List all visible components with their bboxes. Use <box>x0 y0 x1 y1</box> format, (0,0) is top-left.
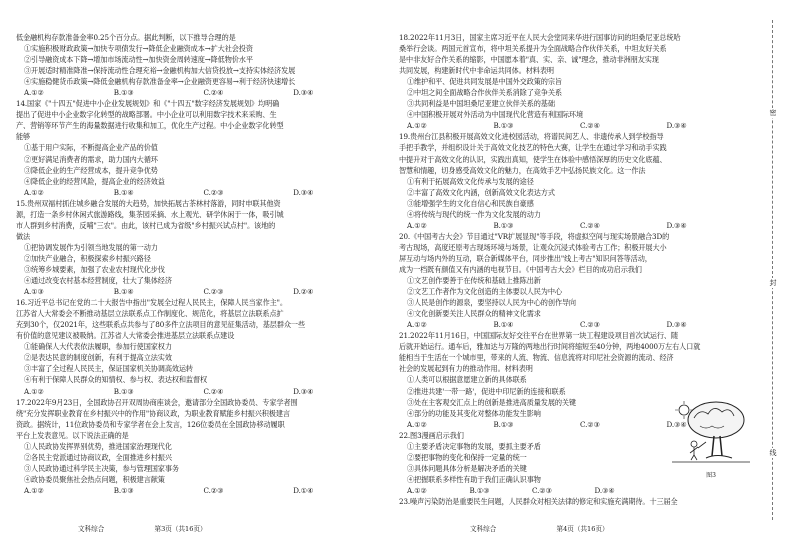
page-footer-right <box>470 523 609 533</box>
text-line: 做法 <box>16 231 31 241</box>
question-18-stem: 18.2022年11月3日，国家主席习近平在人民大会堂同来华进行国事访问的坦桑尼亚总统哈 <box>399 33 681 42</box>
option-line: ③处在主客观交汇点上的创新是推进高质量发展的关键 <box>407 397 576 407</box>
answer-choice: C.②④ <box>580 121 600 131</box>
text-line: 社会的发展起到有力的推动作用。材料表明 <box>399 364 533 374</box>
text-line: 资政。据统计，11位政协委员和专家学者在会上发言，126位委员在全国政协移动履职 <box>16 419 285 429</box>
answer-choice: B.①③ <box>113 485 134 495</box>
option-line: ①把协调发展作为引领当地发展的第一动力 <box>24 242 158 252</box>
option-line: ③丰富了全过程人民民主，保证国家机关协调高效运转 <box>24 364 193 374</box>
text-line: 桑举行会谈。两国元首宣布，将中坦关系提升为全面战略合作伙伴关系，中坦友好关系 <box>399 44 667 54</box>
text-line: 产、营销等环节产生的海量数据进行收集和加工，优化生产过程。中小企业数字化转型 <box>16 121 284 131</box>
answer-choice: D.③④ <box>293 88 314 98</box>
option-line: ④将传统与现代的统一作为文化发展的动力 <box>407 209 541 219</box>
footer-title: 文科综合 <box>78 525 105 533</box>
text-line: 共同发展，构建新时代中非命运共同体。材料表明 <box>399 66 554 76</box>
answer-choice: B.①③ <box>113 386 134 396</box>
text-line: 提出了促进中小企业数字化转型的战略部署。中小企业可以利用数字技术来采购、生 <box>16 110 277 120</box>
answer-choice: A.①② <box>407 320 427 330</box>
answer-choice: D.③④ <box>666 121 687 131</box>
answer-choice: C.②③ <box>203 187 224 197</box>
text-line: 有价值的意见建议被吸纳。江苏省人大常委会推进基层立法联系点建设 <box>16 331 235 341</box>
option-line: ①人类可以根据意愿建立新的具体联系 <box>407 375 527 385</box>
option-line: ④中国积极开展对外活动为中国现代化营造有利国际环境 <box>407 110 584 120</box>
answer-choices-22 <box>399 485 657 496</box>
dashed-divider <box>772 20 773 520</box>
answer-choice: A.①② <box>24 485 44 495</box>
question-21-stem: 21.2022年11月16日，中国国际友好交往平台在世界第一块工程建设项目首次试运行、随 <box>399 331 678 341</box>
footer-title: 文科综合 <box>470 525 497 533</box>
answer-choice: A.①② <box>407 121 427 131</box>
answer-choice: C.②④ <box>203 88 224 98</box>
answer-choice: C.②③ <box>580 320 600 330</box>
answer-choices-20 <box>399 319 753 330</box>
answer-choice: D.③④ <box>293 386 314 396</box>
option-line: ②推进共建'一带一路'，促进中印尼新的连接和联系 <box>407 386 566 396</box>
text-line: 屏互动与场内外的互动，联合新媒体平台，同步推出"线上考古"知识问答等活动， <box>399 253 652 263</box>
option-line: ②是表达民意的制度创新，有利于提高立法实效 <box>24 353 172 363</box>
answer-choice: C.②④ <box>580 220 600 230</box>
option-line: ①基于用户实际，不断提高企业产品的价值 <box>24 143 158 153</box>
option-line: ④有利于保障人民群众的知情权、参与权、表达权和监督权 <box>24 375 208 385</box>
option-line: ③共同利益是中国坦桑尼亚建立伙伴关系的基础 <box>407 99 555 109</box>
left-column <box>16 32 383 496</box>
answer-choice: A.①③ <box>24 287 44 297</box>
option-line: ②丰富了高效文化内涵，创新高效文化表达方式 <box>407 187 555 197</box>
answer-choice: A.①② <box>407 220 427 230</box>
answer-choice: C.②③ <box>580 419 600 429</box>
answer-choice: A.①② <box>407 419 427 429</box>
option-line: ①有利于拓展高效文化传承与发展的途径 <box>407 176 534 186</box>
option-line: ②文艺工作者作为文化创造的主体要以人民为中心 <box>407 287 562 297</box>
question-17-stem: 17.2022年9月23日，全国政协召开双周协商座谈会，邀请部分全国政协委员、专家学者围 <box>16 397 298 407</box>
option-line: ③具体问题具体分析是解决矛盾的关键 <box>407 463 527 473</box>
option-line: ①文艺创作要善于在传统和基础上推陈出新 <box>407 276 541 286</box>
page-number: 第3页（共16页） <box>154 525 207 533</box>
option-line: ①主要矛盾决定事物的发展，要抓主要矛盾 <box>407 441 541 451</box>
answer-choice: C.②④ <box>203 386 224 396</box>
answer-choices-15 <box>16 286 383 297</box>
question-23-stem: 23.噪声污染防治是重要民生问题，人民群众对相关法律的修定和实施充满期待。十三届全 <box>399 496 678 506</box>
text-line: 智慧和情趣，切身感受高效文化的魅力，在高效手艺中弘扬民族文化。这一作法 <box>399 165 646 175</box>
answer-choice: D.③④ <box>666 419 687 429</box>
option-line: ④文化创新要关注人民群众的精神文化需求 <box>407 309 541 319</box>
cartoon-figure <box>672 398 750 479</box>
option-line: ④部分的功能及其变化对整体功能发生影响 <box>407 408 541 418</box>
answer-choice: A.①② <box>24 88 44 98</box>
text-line: 中提升对于高效文化的认识，实践出真知，使学生在体验中感悟深厚的历史文化底蕴、 <box>399 154 667 164</box>
question-15-stem: 15.贵州双福村抓住城乡融合发展的大趋势，加快拓展古茶林村落游，同时申联其他资 <box>16 198 281 208</box>
answer-choice: D.①④ <box>293 485 314 495</box>
answer-choice: B.①④ <box>113 187 134 197</box>
answer-choices-19 <box>399 220 753 231</box>
option-line: ④通过改变农村基本经营制度，壮大了集体经济 <box>24 276 172 286</box>
option-line: ③降低企业的生产经营成本，提升竞争优势 <box>24 165 158 175</box>
option-line: ③开展适时精准降准→保持流动性合理充裕→金融机构加大信贷投放→支持实体经济发展 <box>24 66 296 76</box>
option-line: ②引导融资成本下降→增加市场流动性→加快资金周转速度→降低物价水平 <box>24 55 253 65</box>
option-line: ④实施稳健货币政策→降低金融机构存款准备金率→企业融资更容易→利于经济快速增长 <box>24 77 296 87</box>
answer-choice: A.①② <box>407 485 427 495</box>
answer-choice: D.②④ <box>293 287 314 297</box>
option-line: ③能增强学生的文化自信心和民族自豪感 <box>407 198 534 208</box>
text-line: 后就开始运行。通车后，雅加达与万隆的两地出行时间将缩短至40分钟，两地4000万左右人口就 <box>399 342 701 352</box>
answer-choice: D.③④ <box>293 187 314 197</box>
option-line: ④政协委员聚焦社会热点问题，积极建言献策 <box>24 474 165 484</box>
text-line: 成为一档既有颜值又有内涵的电视节目。《中国考古大会》栏目的成功启示我们 <box>399 264 642 274</box>
option-line: ②各民主党派通过协商议政，全面推进乡村振兴 <box>24 452 172 462</box>
figure-caption: 图3 <box>706 472 716 479</box>
option-line: ③人民政协通过科学民主决策，参与管理国家事务 <box>24 463 179 473</box>
option-line: ②要把事物的变化和保持一定量的统一 <box>407 452 527 462</box>
page-footer-left <box>78 523 207 533</box>
text-line: 考古现场，高度还原考古现场环境与场景，让观众沉浸式体验考古工作；积极开展大小 <box>399 242 667 252</box>
option-line: ①实施积极财政政策→加快专项债发行→降低企业融资成本→扩大社会投资 <box>24 44 253 54</box>
page-number: 第4页（共16页） <box>556 525 609 533</box>
answer-choice: B.①③ <box>469 485 490 495</box>
option-line: ①能确保人大代表依法履职，参加行使国家权力 <box>24 342 172 352</box>
answer-choices-14 <box>16 187 383 198</box>
option-line: ②加快产业融合，积极探索乡村振兴路径 <box>24 253 151 263</box>
option-line: ②中坦之间全面战略合作伙伴关系消除了竞争关系 <box>407 88 562 98</box>
text-line: 能相当于生活在一个城市里，带来的人流、物流、信息流将对印尼社会资源的流动、经济 <box>399 353 674 363</box>
answer-choice: B.①③ <box>493 220 514 230</box>
text-line: 充到30个，仅2021年，这些联系点共参与了80多件立法项目的意见征集活动，基层群众一些 <box>16 320 306 330</box>
option-line: ①维护和平、促进共同发展是中国外交政策的宗旨 <box>407 77 562 87</box>
answer-choices-18 <box>399 120 753 131</box>
question-20-stem: 20.《中国考古大会》节目通过"VR扩展显现"等手段，将虚拟空间与现实场景融合3D的 <box>399 231 670 241</box>
text-line: 低金融机构存款准备金率0.25个百分点。据此判断，以下推导合理的是 <box>16 33 236 42</box>
answer-choice: C.②③ <box>532 485 552 495</box>
option-line: ③人民是创作的源泉，要坚持以人民为中心的创作导向 <box>407 298 576 308</box>
option-line: ④降低企业的经营风险，提高企业的经济效益 <box>24 176 165 186</box>
tree-cartoon-icon <box>672 398 750 466</box>
seal-char: 密 <box>766 108 780 118</box>
option-line: ③统筹乡城要素，加强了农业农村现代化步伐 <box>24 264 165 274</box>
answer-choice: D.③④ <box>594 485 615 495</box>
seal-char: 线 <box>766 448 780 458</box>
question-14-stem: 14.国家《"十四五"促进中小企业发展规划》和《"十四五"数字经济发展规划》均明确 <box>16 99 280 109</box>
answer-choice: D.③④ <box>666 220 687 230</box>
answer-choice: B.①③ <box>493 121 514 131</box>
answer-choice: A.①② <box>24 187 44 197</box>
text-line: 绕"充分发挥职业教育在乡村振兴中的作用"协商议政，为职业教育赋能乡村振兴积极建言 <box>16 408 290 418</box>
text-line: 是中非友好合作关系的缩影，中国愿本着"真、实、亲、诚"理念，推动非洲朋友实现 <box>399 55 659 65</box>
binding-line <box>758 0 788 543</box>
question-19-stem: 19.贵州台江县积极开展高效文化进校园活动，将谱民间艺人、非遗传承人到学校指导 <box>399 132 664 142</box>
option-line: ①人民政协发挥界别优势，推进国家治理现代化 <box>24 441 172 451</box>
question-16-stem: 16.习近平总书记在党的二十大报告中指出"发展全过程人民民主，保障人民当家作主"。 <box>16 298 287 308</box>
answer-choice: D.③④ <box>666 320 687 330</box>
text-line: 平台上发表意见。以下说法正确的是 <box>16 430 129 440</box>
text-line: 手把手教学，并组织设计关于高效文化技艺的特色大赛，让学生在通过学习和动手实践 <box>399 143 667 153</box>
answer-choice: A.①② <box>24 386 44 396</box>
option-line: ④把握联系多样性有助于我们正确认识事物 <box>407 474 541 484</box>
answer-choices-16 <box>16 386 383 397</box>
answer-choices-13 <box>16 87 383 98</box>
option-line: ②更好满足消费者的需求，助力国内大循环 <box>24 154 158 164</box>
text-line: 市人群到乡村消费，反哺"三农"。由此，该村已成为省级"乡村振兴试点村"。该地的 <box>16 220 276 230</box>
question-22-stem: 22.图3漫画启示我们 <box>399 430 464 440</box>
answer-choice: B.①④ <box>493 320 514 330</box>
text-line: 源，打造一条乡村休闲式旅游路线，集茶园采摘、水上观光、研学休闲于一体，吸引城 <box>16 209 284 219</box>
answer-choice: C.②③ <box>203 485 224 495</box>
answer-choice: B.①③ <box>113 88 134 98</box>
text-line: 江苏省人大常委会不断推动基层立法联系点工作制度化、规范化，将基层立法联系点扩 <box>16 309 284 319</box>
answer-choices-17 <box>16 485 383 496</box>
text-line: 能够 <box>16 132 31 142</box>
answer-choice: B.①③ <box>493 419 514 429</box>
answer-choice: B.①④ <box>113 287 134 297</box>
answer-choice: C.②③ <box>203 287 224 297</box>
seal-char: 封 <box>766 278 780 288</box>
